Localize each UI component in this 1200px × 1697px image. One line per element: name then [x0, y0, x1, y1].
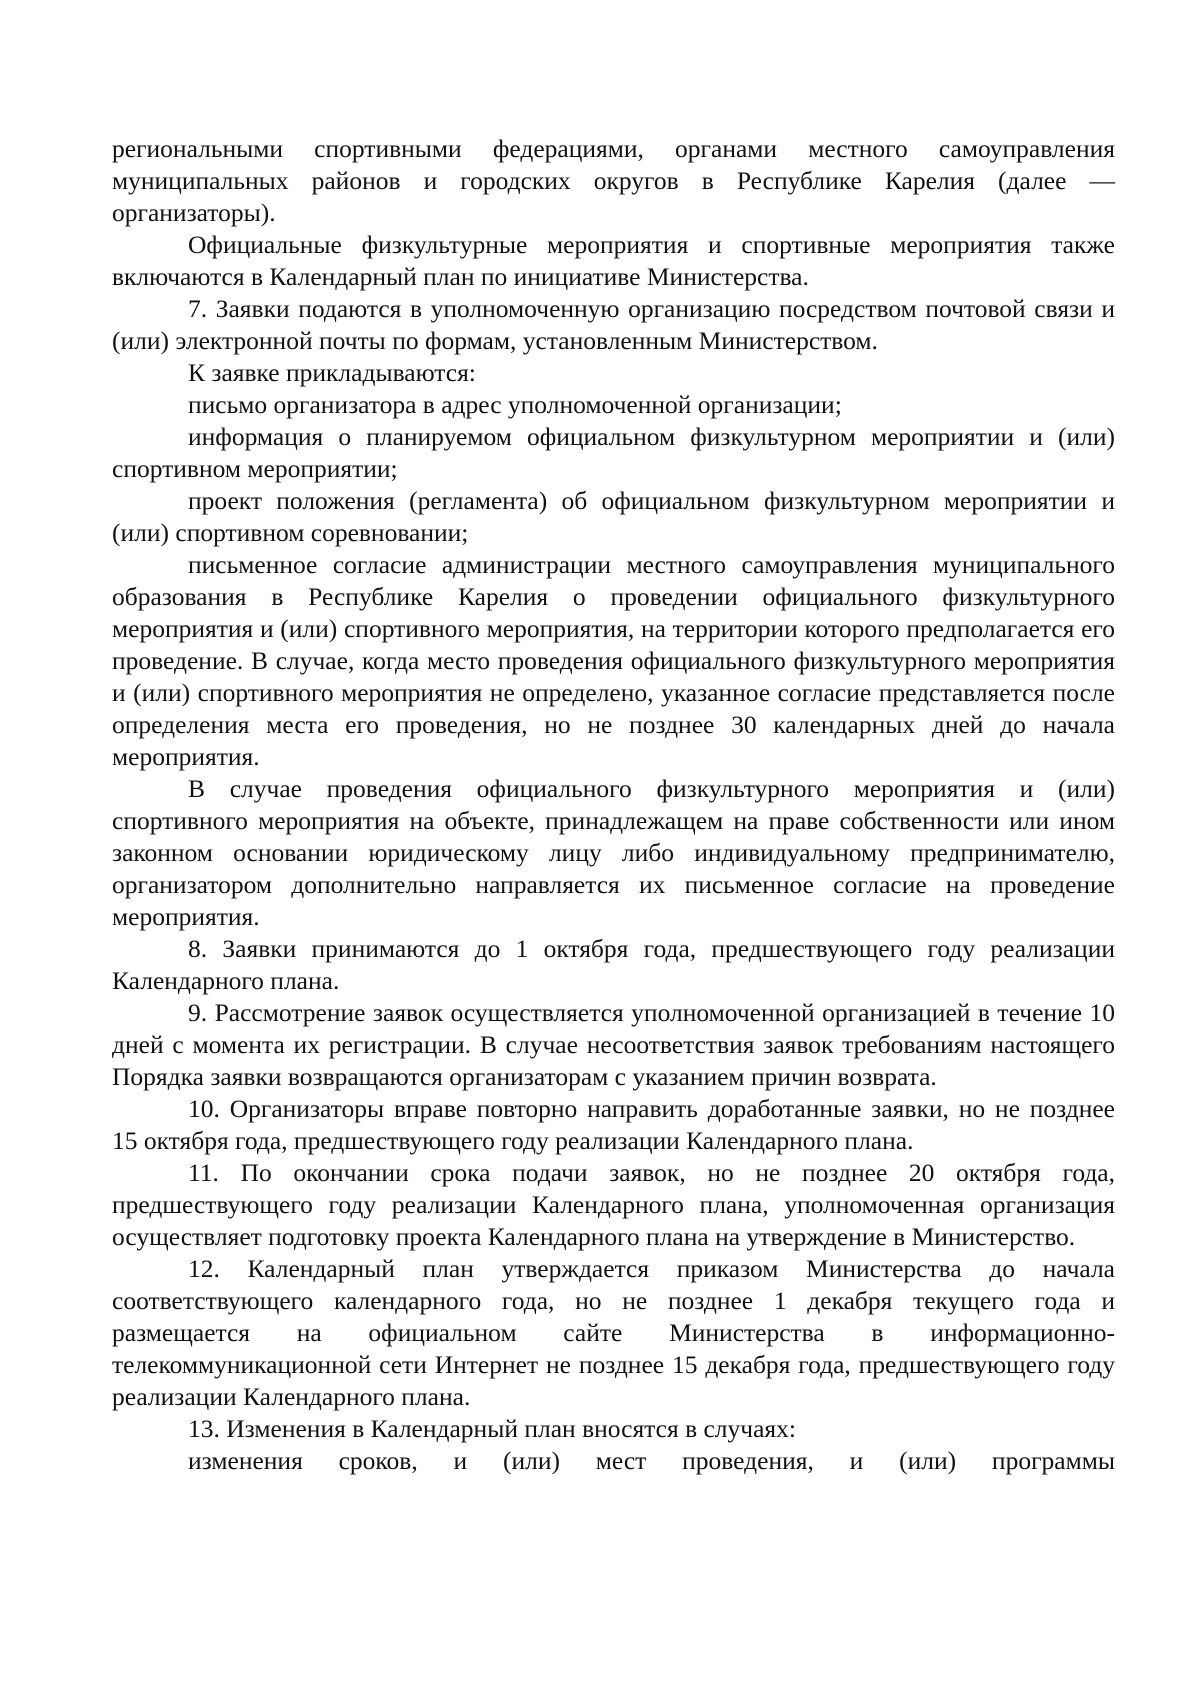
paragraph-organizers: региональными спортивными федерациями, органами местного самоуправления муниципальных районов и городских округов в Республике Карелия (далее — организаторы).	[112, 134, 1115, 227]
paragraph-attachment-consent: письменное согласие администрации местного самоуправления муниципального образования в Республике Карелия о проведении официального физкультурного мероприятия и (или) спортивного мероприятия, на территории которого предполагается его проведение. В случае, когда место проведения официального физкультурного мероприятия и (или) спортивного мероприятия не определено, указанное согласие представляется после определения места его проведения, но не позднее 30 календарных дней до начала мероприятия.	[112, 550, 1115, 771]
paragraph-item-13: 13. Изменения в Календарный план вносятся в случаях:	[188, 1414, 796, 1443]
paragraph-attachment-letter: письмо организатора в адрес уполномоченной организации;	[188, 390, 842, 419]
paragraph-attachment-information: информация о планируемом официальном физкультурном мероприятии и (или) спортивном мероприятии;	[112, 422, 1115, 483]
document-page	[112, 133, 1115, 1477]
paragraph-item-10: 10. Организаторы вправе повторно направить доработанные заявки, но не позднее 15 октября года, предшествующего году реализации Календарного плана.	[112, 1094, 1115, 1155]
paragraph-item-12: 12. Календарный план утверждается приказом Министерства до начала соответствующего календарного года, но не позднее 1 декабря текущего года и размещается на официальном сайте Министерства в информационно-телекоммуникационной сети Интернет не позднее 15 декабря года, предшествующего году реализации Календарного плана.	[112, 1254, 1115, 1411]
paragraph-item-11: 11. По окончании срока подачи заявок, но не позднее 20 октября года, предшествующего году реализации Календарного плана, уполномоченная организация осуществляет подготовку проекта Календарного плана на утверждение в Министерство.	[112, 1158, 1115, 1251]
paragraph-owner-consent: В случае проведения официального физкультурного мероприятия и (или) спортивного мероприятия на объекте, принадлежащем на праве собственности или ином законном основании юридическому лицу либо индивидуальному предпринимателю, организатором дополнительно направляется их письменное согласие на проведение мероприятия.	[112, 774, 1115, 931]
paragraph-item-9: 9. Рассмотрение заявок осуществляется уполномоченной организацией в течение 10 дней с момента их регистрации. В случае несоответствия заявок требованиям настоящего Порядка заявки возвращаются организаторам с указанием причин возврата.	[112, 998, 1115, 1091]
paragraph-attachment-regulation: проект положения (регламента) об официальном физкультурном мероприятии и (или) спортивном соревновании;	[112, 486, 1115, 547]
paragraph-ministry-initiative: Официальные физкультурные мероприятия и спортивные мероприятия также включаются в Календарный план по инициативе Министерства.	[112, 230, 1115, 291]
paragraph-item-8: 8. Заявки принимаются до 1 октября года, предшествующего году реализации Календарного плана.	[112, 934, 1115, 995]
paragraph-changes-terms: изменения сроков, и (или) мест проведения, и (или) программы	[188, 1446, 1115, 1475]
paragraph-item-7: 7. Заявки подаются в уполномоченную организацию посредством почтовой связи и (или) электронной почты по формам, установленным Министерством.	[112, 294, 1115, 355]
paragraph-attachments-intro: К заявке прикладываются:	[188, 358, 476, 387]
